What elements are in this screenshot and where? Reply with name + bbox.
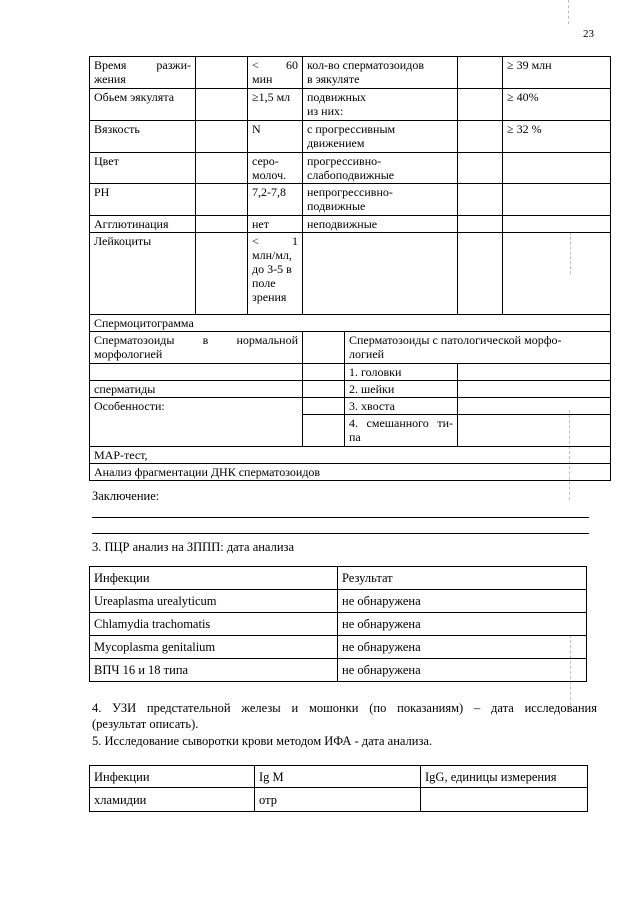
pcr-table (89, 566, 587, 682)
empty-cell (458, 398, 611, 415)
ph-label: PH (90, 184, 196, 216)
empty-cell (458, 233, 503, 315)
liquefaction-time-value: < 60 мин (248, 57, 303, 89)
pcr-infection: ВПЧ 16 и 18 типа (90, 659, 338, 682)
empty-cell (303, 415, 345, 447)
empty-cell (303, 364, 345, 381)
spermatids-label: сперматиды (90, 381, 303, 398)
empty-cell (503, 216, 611, 233)
ultrasound-line-1: 4. УЗИ предстательной железы и мошонки (по показаниям) – дата исследования (92, 701, 597, 715)
elisa-table (89, 765, 588, 812)
viscosity-label: Вязкость (90, 121, 196, 153)
pcr-heading: 3. ПЦР анализ на ЗППП: дата анализа (92, 540, 295, 554)
sperm-count-label: кол-во сперматозоидов в эякуляте (303, 57, 458, 89)
nonprogressive-label: непрогрессивно- подвижные (303, 184, 458, 216)
table-row (90, 659, 587, 682)
pcr-result: не обнаружена (338, 636, 587, 659)
empty-cell (458, 415, 611, 447)
volume-value: ≥1,5 мл (248, 89, 303, 121)
empty-cell (303, 381, 345, 398)
viscosity-value: N (248, 121, 303, 153)
agglutination-value: нет (248, 216, 303, 233)
features-label: Особенности: (90, 398, 303, 447)
elisa-col-infection: Инфекции (90, 766, 255, 788)
leukocytes-value: < 1 млн/мл, до 3-5 в поле зрения (248, 233, 303, 315)
spermiogram-heading: Спермоцитограмма (90, 315, 611, 332)
empty-cell (458, 121, 503, 153)
empty-cell (303, 332, 345, 364)
immotile-label: неподвижные (303, 216, 458, 233)
conclusion-line (92, 533, 589, 534)
ph-value: 7,2-7,8 (248, 184, 303, 216)
pcr-result: не обнаружена (338, 590, 587, 613)
agglutination-label: Агглютинация (90, 216, 196, 233)
color-label: Цвет (90, 153, 196, 184)
pcr-infection: Chlamydia trachomatis (90, 613, 338, 636)
empty-cell (90, 364, 303, 381)
empty-cell (303, 233, 458, 315)
empty-cell (303, 398, 345, 415)
page-number: 23 (583, 28, 594, 40)
motile-norm: ≥ 40% (503, 89, 611, 121)
defect-mixed: 4. смешанного ти- па (345, 415, 458, 447)
conclusion-label: Заключение: (92, 489, 160, 503)
pcr-infection: Ureaplasma urealyticum (90, 590, 338, 613)
empty-cell (458, 184, 503, 216)
normal-morphology-label: Сперматозоиды в нормальной морфологией (90, 332, 303, 364)
mar-test-label: МАР-тест, (90, 447, 611, 464)
defect-heads: 1. головки (345, 364, 458, 381)
elisa-infection: хламидии (90, 788, 255, 812)
progressive-label: с прогрессивным движением (303, 121, 458, 153)
pcr-result: не обнаружена (338, 613, 587, 636)
empty-cell (458, 216, 503, 233)
empty-cell (458, 364, 611, 381)
motile-label: подвижных из них: (303, 89, 458, 121)
empty-cell (503, 153, 611, 184)
table-row (90, 590, 587, 613)
leukocytes-label: Лейкоциты (90, 233, 196, 315)
liquefaction-time-label: Время разжи- жения (90, 57, 196, 89)
empty-cell (503, 233, 611, 315)
empty-cell (458, 153, 503, 184)
scan-rule (568, 0, 569, 24)
pcr-infection: Mycoplasma genitalium (90, 636, 338, 659)
ultrasound-line-2: (результат описать). (92, 717, 199, 731)
volume-label: Обьем эякулята (90, 89, 196, 121)
empty-cell (458, 381, 611, 398)
empty-cell (503, 184, 611, 216)
empty-cell (458, 57, 503, 89)
progressive-slow-label: прогрессивно- слабоподвижные (303, 153, 458, 184)
defect-necks: 2. шейки (345, 381, 458, 398)
pathological-morphology-label: Сперматозоиды с патологической морфо- логией (345, 332, 611, 364)
empty-cell (196, 121, 248, 153)
empty-cell (196, 57, 248, 89)
sperm-count-norm: ≥ 39 млн (503, 57, 611, 89)
semen-analysis-table (89, 56, 611, 481)
pcr-col-result: Результат (338, 567, 587, 590)
elisa-heading: 5. Исследование сыворотки крови методом ИФА - дата анализа. (92, 734, 433, 748)
pcr-col-infection: Инфекции (90, 567, 338, 590)
color-value: серо- молоч. (248, 153, 303, 184)
elisa-col-igg: IgG, единицы измерения (421, 766, 588, 788)
progressive-norm: ≥ 32 % (503, 121, 611, 153)
empty-cell (196, 216, 248, 233)
table-row (90, 613, 587, 636)
dna-fragmentation-label: Анализ фрагментации ДНК сперматозоидов (90, 464, 611, 481)
pcr-result: не обнаружена (338, 659, 587, 682)
elisa-igm-value: отр (255, 788, 421, 812)
conclusion-line (92, 517, 589, 518)
empty-cell (196, 184, 248, 216)
elisa-igg-value (421, 788, 588, 812)
empty-cell (458, 89, 503, 121)
empty-cell (196, 89, 248, 121)
elisa-col-igm: Ig M (255, 766, 421, 788)
defect-tails: 3. хвоста (345, 398, 458, 415)
table-row (90, 636, 587, 659)
table-row (90, 788, 588, 812)
empty-cell (196, 153, 248, 184)
empty-cell (196, 233, 248, 315)
